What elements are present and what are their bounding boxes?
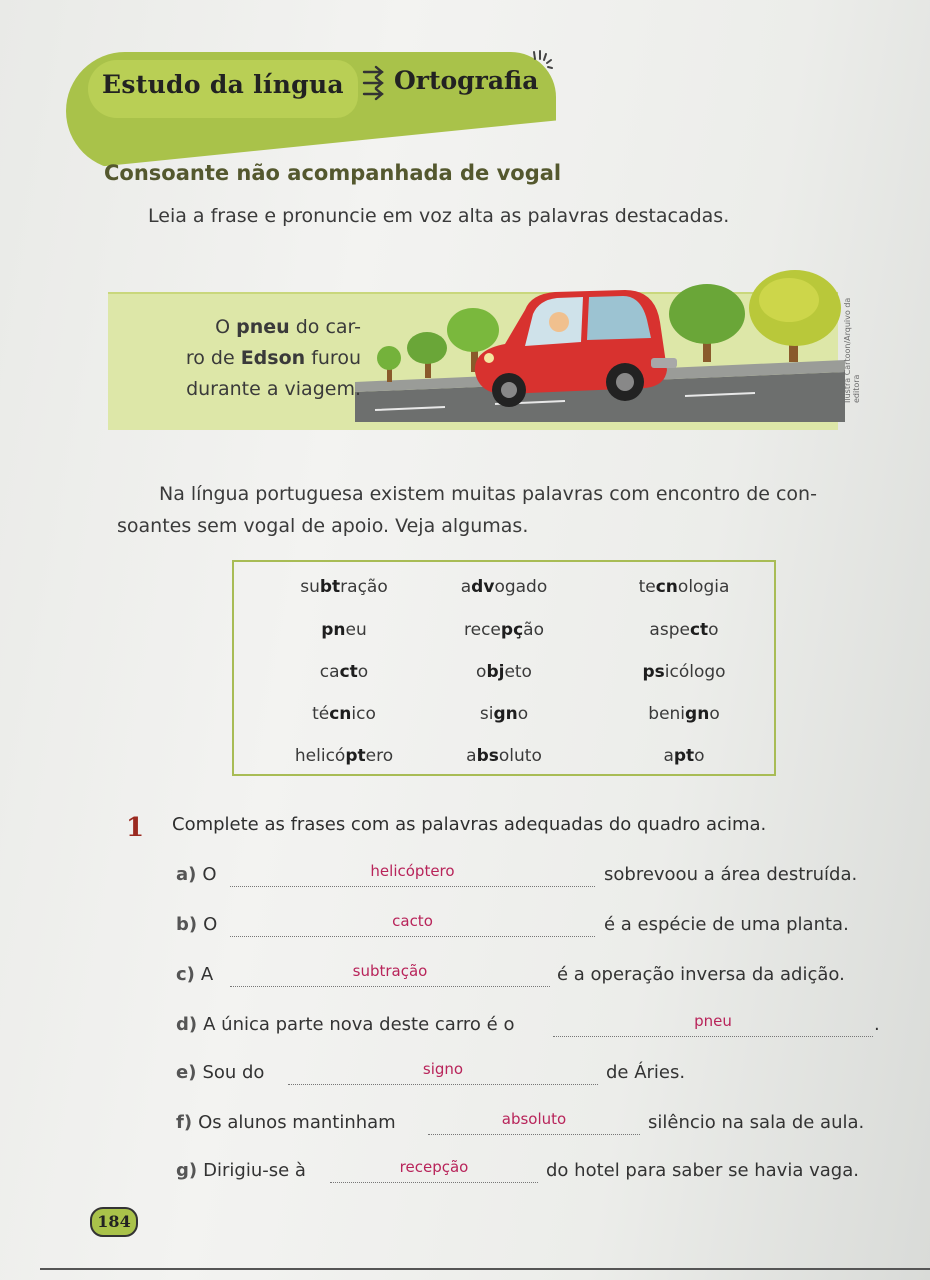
explanation-paragraph bbox=[117, 478, 887, 542]
word-table bbox=[232, 560, 776, 776]
word-cell: apto bbox=[663, 746, 705, 766]
item-label: c) bbox=[176, 964, 195, 985]
item-label: d) bbox=[176, 1014, 198, 1035]
word-cell: cacto bbox=[319, 662, 369, 682]
answer-blank[interactable]: signo bbox=[288, 1060, 598, 1085]
word-cell: técnico bbox=[312, 704, 376, 724]
word-cell: helicóptero bbox=[294, 746, 394, 766]
caption-line-2: ro de Edson furou bbox=[185, 347, 361, 369]
exercise-sentence bbox=[176, 964, 213, 985]
exercise-sentence bbox=[176, 914, 217, 935]
arrows-icon bbox=[360, 63, 388, 103]
sentence-end: do hotel para saber se havia vaga. bbox=[546, 1160, 859, 1181]
sentence-end: é a operação inversa da adição. bbox=[557, 964, 845, 985]
item-label: f) bbox=[176, 1112, 193, 1133]
sentence-end: . bbox=[874, 1014, 880, 1035]
section-header-subtitle: Ortografia bbox=[394, 66, 539, 95]
sentence-end: é a espécie de uma planta. bbox=[604, 914, 849, 935]
exercise-sentence bbox=[176, 1160, 306, 1181]
sentence-start: O bbox=[203, 914, 218, 935]
word-cell: benigno bbox=[648, 704, 720, 724]
word-cell: advogado bbox=[460, 577, 548, 597]
word-cell: absoluto bbox=[466, 746, 542, 766]
item-label: e) bbox=[176, 1062, 197, 1083]
word-cell: psicólogo bbox=[642, 662, 726, 682]
page-number: 184 bbox=[90, 1207, 138, 1237]
paragraph-line-2: soantes sem vogal de apoio. Veja algumas. bbox=[117, 515, 529, 537]
exercise-prompt: Complete as frases com as palavras adequadas do quadro acima. bbox=[172, 814, 767, 835]
item-label: b) bbox=[176, 914, 198, 935]
answer-blank[interactable]: absoluto bbox=[428, 1110, 640, 1135]
item-label: g) bbox=[176, 1160, 198, 1181]
word-cell: subtração bbox=[300, 577, 388, 597]
exercise-sentence bbox=[176, 1062, 264, 1083]
exercise-sentence bbox=[176, 1112, 396, 1133]
paragraph-line-1: Na língua portuguesa existem muitas palavras com encontro de con- bbox=[159, 483, 817, 505]
word-cell: signo bbox=[479, 704, 529, 724]
sentence-end: sobrevoou a área destruída. bbox=[604, 864, 858, 885]
page-title: Consoante não acompanhada de vogal bbox=[104, 161, 562, 185]
answer-blank[interactable]: subtração bbox=[230, 962, 550, 987]
illustration-caption bbox=[146, 312, 361, 405]
sentence-end: silêncio na sala de aula. bbox=[648, 1112, 865, 1133]
car-illustration bbox=[355, 262, 845, 432]
image-credit: Ilustra Cartoon/Arquivo da editora bbox=[843, 297, 861, 403]
exercise-sentence bbox=[176, 1014, 514, 1035]
intro-text: Leia a frase e pronuncie em voz alta as palavras destacadas. bbox=[148, 205, 730, 227]
word-cell: pneu bbox=[321, 620, 367, 640]
sentence-start: A bbox=[200, 964, 214, 985]
page-divider bbox=[40, 1268, 930, 1270]
sentence-start: Sou do bbox=[202, 1062, 265, 1083]
exercise-sentence bbox=[176, 864, 217, 885]
sentence-start: Dirigiu-se à bbox=[203, 1160, 306, 1181]
exercise-number: 1 bbox=[126, 813, 145, 843]
answer-blank[interactable]: cacto bbox=[230, 912, 595, 937]
item-label: a) bbox=[176, 864, 197, 885]
word-cell: tecnologia bbox=[638, 577, 730, 597]
sparkle-icon bbox=[520, 48, 556, 78]
sentence-start: Os alunos mantinham bbox=[198, 1112, 396, 1133]
section-header-title: Estudo da língua bbox=[102, 70, 344, 99]
answer-blank[interactable]: helicóptero bbox=[230, 862, 595, 887]
sentence-end: de Áries. bbox=[606, 1062, 686, 1083]
answer-blank[interactable]: recepção bbox=[330, 1158, 538, 1183]
caption-line-3: durante a viagem. bbox=[186, 378, 361, 400]
caption-line-1: O pneu do car- bbox=[215, 316, 361, 338]
answer-blank[interactable]: pneu bbox=[553, 1012, 873, 1037]
word-cell: objeto bbox=[476, 662, 532, 682]
sentence-start: O bbox=[202, 864, 217, 885]
word-cell: recepção bbox=[464, 620, 544, 640]
word-cell: aspecto bbox=[649, 620, 719, 640]
sentence-start: A única parte nova deste carro é o bbox=[203, 1014, 515, 1035]
